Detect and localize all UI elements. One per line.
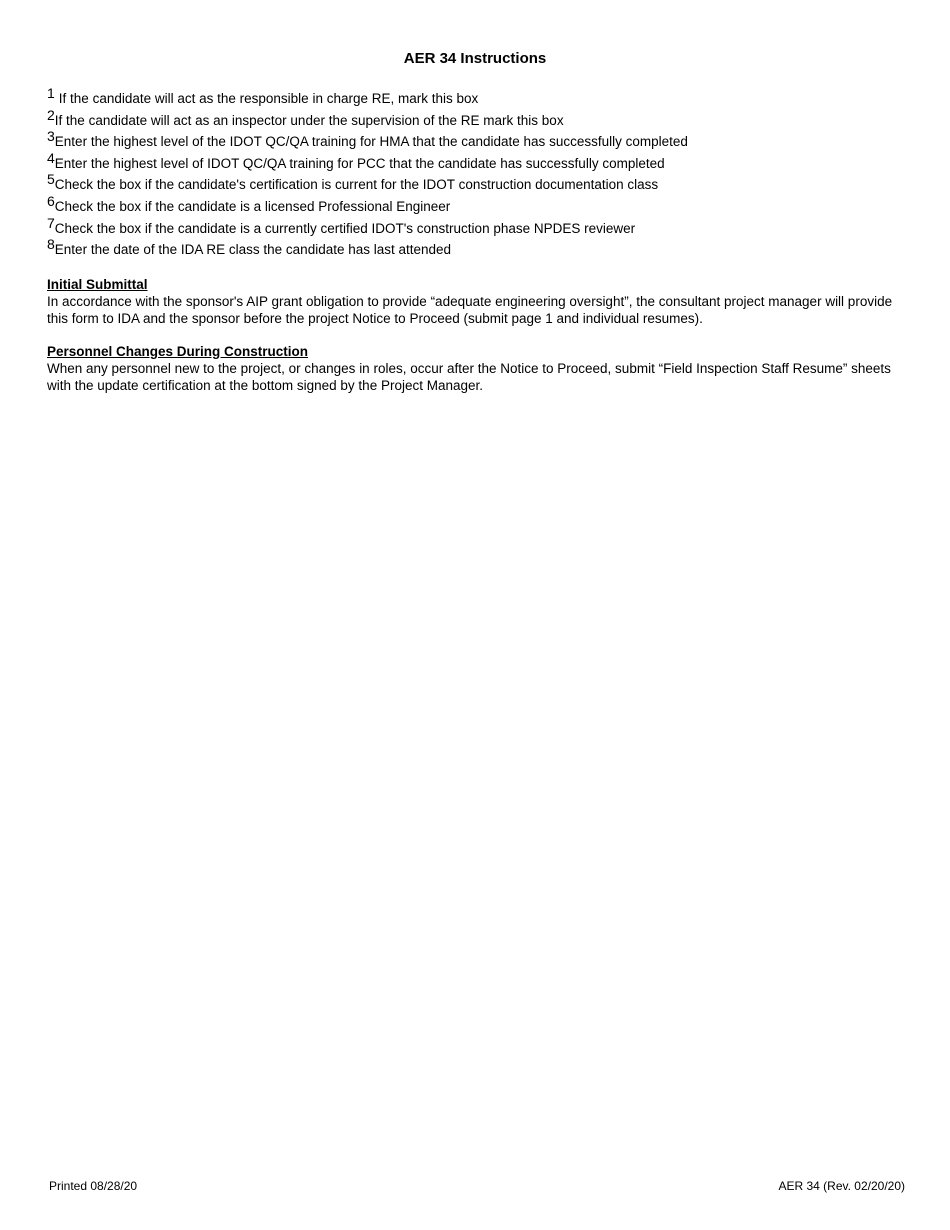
footnote-text: Check the box if the candidate's certification is current for the IDOT construction documentation class: [54, 177, 659, 193]
footnote-number: 4: [47, 149, 55, 166]
footnote-text: Enter the date of the IDA RE class the candidate has last attended: [54, 242, 452, 258]
footnote-number: 3: [47, 128, 55, 145]
footnote-number: 6: [47, 192, 55, 209]
printed-date: Printed 08/28/20: [49, 1179, 138, 1193]
footnote-text: If the candidate will act as an inspector under the supervision of the RE mark this box: [54, 112, 564, 128]
section-body: In accordance with the sponsor's AIP grant obligation to provide “adequate engineering oversight”, the consultant project manager will provide this form to IDA and the sponsor before the project Notice to Proceed (submit page 1 and individual resumes).: [47, 294, 893, 326]
footnote-item: [47, 85, 907, 110]
footnote-item: [47, 236, 907, 261]
footnote-item: [47, 106, 907, 132]
section-heading: Personnel Changes During Construction: [47, 344, 309, 359]
footnote-number: 1: [47, 85, 55, 101]
footnote-text: If the candidate will act as the responsible in charge RE, mark this box: [58, 91, 479, 106]
form-revision: AER 34 (Rev. 02/20/20): [778, 1179, 905, 1193]
footnote-item: [47, 171, 907, 196]
footnote-item: [47, 149, 907, 175]
footnote-number: 8: [47, 236, 55, 253]
initial-submittal-section: [47, 276, 897, 327]
footnote-number: 5: [47, 171, 55, 188]
footnote-text: Enter the highest level of IDOT QC/QA training for PCC that the candidate has successfully completed: [54, 155, 665, 171]
footnote-text: Check the box if the candidate is a licensed Professional Engineer: [54, 198, 451, 214]
footnote-item: [47, 128, 907, 153]
footnote-text: Check the box if the candidate is a currently certified IDOT's construction phase NPDES reviewer: [54, 220, 636, 236]
section-body: When any personnel new to the project, or changes in roles, occur after the Notice to Proceed, submit “Field Inspection Staff Resume” sheets with the update certification at the bottom signed by the Project Manager.: [47, 361, 891, 393]
personnel-changes-section: [47, 343, 897, 394]
section-heading: Initial Submittal: [47, 277, 148, 292]
footnote-item: [47, 192, 907, 218]
footnote-number: 2: [47, 106, 55, 123]
page-title: AER 34 Instructions: [403, 50, 547, 67]
footnote-list: [47, 85, 907, 261]
footnote-number: 7: [47, 214, 55, 231]
footnote-item: [47, 214, 907, 240]
footnote-text: Enter the highest level of the IDOT QC/QA training for HMA that the candidate has successfully completed: [54, 134, 688, 150]
